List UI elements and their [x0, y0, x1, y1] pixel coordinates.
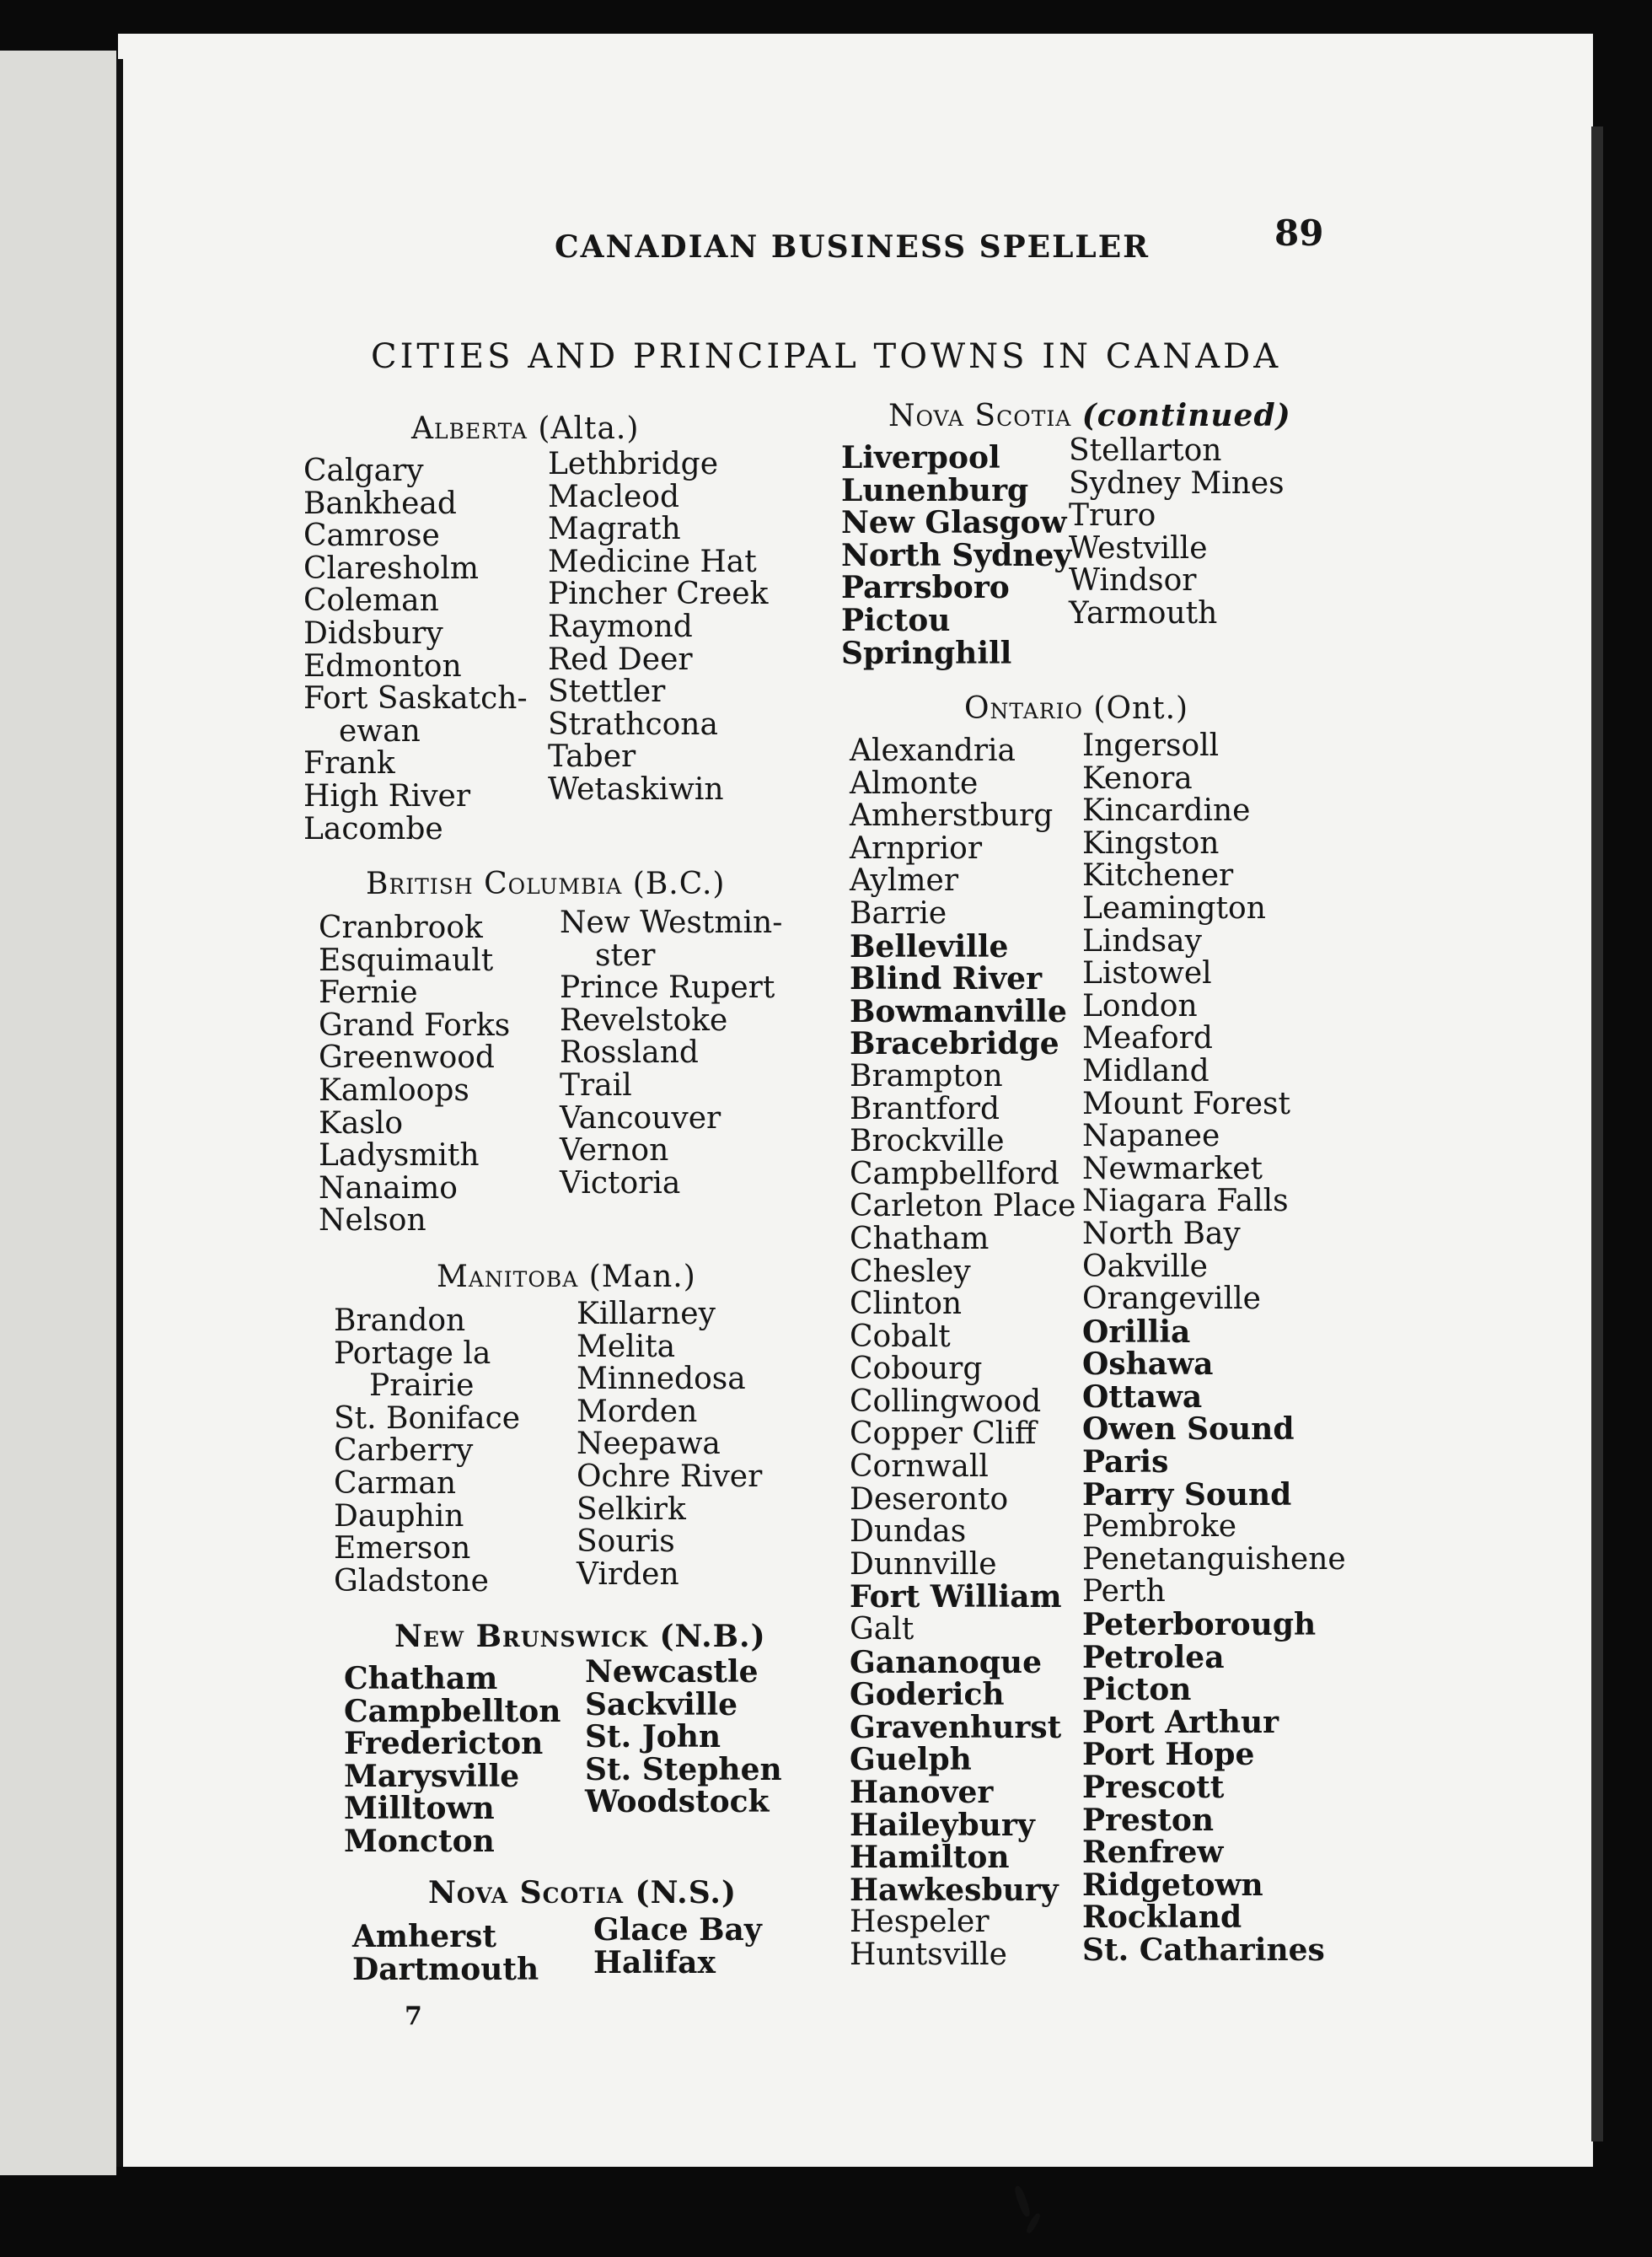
town-name: Hanover — [850, 1775, 994, 1810]
town-name: Pictou — [841, 602, 951, 638]
town-name: Carman — [334, 1465, 457, 1501]
town-name: Barrie — [850, 895, 947, 931]
section-heading-british-columbia — [366, 867, 725, 901]
town-name: Greenwood — [319, 1040, 495, 1076]
page-right-edge-shadow — [1591, 126, 1603, 2141]
town-name: Rockland — [1082, 1900, 1242, 1936]
town-name: Moncton — [344, 1823, 495, 1859]
town-name: Glace Bay — [593, 1912, 762, 1948]
town-name: Cornwall — [850, 1449, 989, 1485]
province-abbreviation: (Ont.) — [1093, 691, 1189, 726]
town-name: Aylmer — [850, 863, 959, 899]
town-list-nova-scotia-continued-col2 — [1069, 435, 1285, 631]
page-title: CITIES AND PRINCIPAL TOWNS IN CANADA — [371, 337, 1282, 376]
town-name: Chatham — [344, 1661, 498, 1696]
town-name: Dunnville — [850, 1546, 997, 1582]
town-name: Esquimault — [319, 943, 494, 978]
province-abbreviation: (N.S.) — [635, 1875, 737, 1910]
town-name: St. Catharines — [1082, 1932, 1325, 1968]
town-name: Kaslo — [319, 1105, 404, 1141]
town-name: Mount Forest — [1082, 1086, 1290, 1121]
town-name: Cobourg — [850, 1352, 983, 1387]
town-name: Portage la — [334, 1335, 491, 1371]
town-name: Westville — [1069, 530, 1208, 566]
town-name: Marysville — [344, 1758, 520, 1794]
town-name: Souris — [577, 1524, 675, 1560]
town-name: Lacombe — [303, 811, 443, 846]
town-name: Carleton Place — [850, 1189, 1076, 1224]
town-name: Kenora — [1082, 760, 1193, 796]
town-name: Midland — [1082, 1053, 1210, 1088]
town-name: Claresholm — [303, 551, 480, 586]
town-name: Taber — [548, 739, 636, 775]
town-name: Amherst — [352, 1919, 496, 1954]
town-name: Oakville — [1082, 1249, 1208, 1284]
town-list-nova-scotia-col1 — [352, 1921, 539, 1986]
town-name: Prince Rupert — [560, 970, 775, 1006]
town-name: Owen Sound — [1082, 1411, 1295, 1448]
town-name: Peterborough — [1082, 1607, 1317, 1643]
town-name: Raymond — [548, 609, 693, 644]
town-name: Newmarket — [1082, 1151, 1263, 1186]
province-name: Nova Scotia — [428, 1875, 624, 1910]
town-name: Minnedosa — [577, 1362, 746, 1397]
town-name: Cranbrook — [319, 911, 483, 945]
town-name: Oshawa — [1082, 1346, 1214, 1383]
town-name: Napanee — [1082, 1119, 1220, 1154]
province-name: Manitoba — [437, 1260, 579, 1294]
town-name: Belleville — [850, 928, 1009, 965]
town-name: Sydney Mines — [1069, 465, 1285, 501]
town-name: Deseronto — [850, 1481, 1009, 1517]
town-name: Bracebridge — [850, 1026, 1059, 1062]
page-number: 89 — [1274, 212, 1324, 254]
signature-mark: 7 — [405, 2002, 422, 2031]
town-name: Killarney — [577, 1297, 716, 1331]
town-name: Lindsay — [1082, 923, 1202, 959]
town-name: Alexandria — [850, 734, 1016, 768]
town-name: Collingwood — [850, 1384, 1042, 1419]
town-name: North Sydney — [841, 537, 1072, 573]
continued-label: (continued) — [1081, 398, 1291, 433]
town-name: Melita — [577, 1329, 676, 1364]
town-name: Newcastle — [585, 1654, 759, 1690]
town-name: Camrose — [303, 519, 440, 554]
town-name: Prescott — [1082, 1770, 1225, 1805]
town-name: Magrath — [548, 512, 681, 547]
town-name: Victoria — [560, 1165, 681, 1201]
town-name: Goderich — [850, 1677, 1005, 1713]
town-name: Truro — [1069, 498, 1156, 534]
town-name: Guelph — [850, 1742, 972, 1778]
town-name: Dundas — [850, 1514, 967, 1550]
town-list-alberta-col1 — [303, 455, 528, 846]
town-name: Port Arthur — [1082, 1704, 1279, 1740]
town-name: Haileybury — [850, 1807, 1035, 1843]
town-name: ewan — [339, 713, 421, 749]
town-name: Ottawa — [1082, 1378, 1203, 1415]
town-name: Dauphin — [334, 1498, 464, 1534]
town-name: Hespeler — [850, 1905, 990, 1940]
town-name: Brockville — [850, 1124, 1005, 1159]
town-name: Fort Saskatch- — [303, 681, 528, 717]
town-name: Copper Cliff — [850, 1416, 1037, 1452]
town-name: Edmonton — [303, 648, 462, 684]
town-name: Pembroke — [1082, 1509, 1237, 1545]
town-name: Frank — [303, 746, 395, 782]
town-name: Neepawa — [577, 1427, 721, 1462]
section-heading-new-brunswick — [394, 1619, 766, 1654]
town-name: Gananoque — [850, 1644, 1043, 1680]
town-name: Campbellton — [344, 1693, 561, 1729]
town-name: Strathcona — [548, 707, 718, 742]
town-name: Listowel — [1082, 956, 1212, 991]
town-name: Lunenburg — [841, 472, 1029, 508]
town-name: Nanaimo — [319, 1170, 458, 1206]
town-name: Calgary — [303, 454, 424, 488]
town-name: Fort William — [850, 1579, 1062, 1615]
town-list-manitoba-col1 — [334, 1305, 520, 1598]
town-name: Galt — [850, 1612, 914, 1647]
town-name: Almonte — [850, 766, 979, 801]
town-list-new-brunswick-col1 — [344, 1663, 560, 1858]
town-name: Petrolea — [1082, 1639, 1225, 1675]
town-name: High River — [303, 778, 471, 814]
town-name: Hawkesbury — [850, 1872, 1059, 1908]
town-name: ster — [595, 938, 656, 973]
town-name: Hamilton — [850, 1840, 1010, 1876]
section-heading-alberta — [411, 411, 639, 446]
province-name: New Brunswick — [394, 1619, 648, 1654]
town-list-ontario-col1 — [850, 735, 1075, 1972]
province-abbreviation: (Alta.) — [538, 411, 640, 446]
town-name: Halifax — [593, 1944, 716, 1980]
town-name: Penetanguishene — [1082, 1541, 1346, 1577]
town-name: Ladysmith — [319, 1138, 480, 1174]
running-head: CANADIAN BUSINESS SPELLER — [555, 229, 1150, 265]
town-name: Picton — [1082, 1672, 1192, 1708]
province-abbreviation: (B.C.) — [632, 867, 726, 901]
town-name: Brampton — [850, 1058, 1003, 1094]
town-name: St. Stephen — [585, 1751, 782, 1787]
town-name: Revelstoke — [560, 1002, 728, 1038]
town-name: St. Boniface — [334, 1400, 521, 1436]
section-heading-nova-scotia — [428, 1875, 737, 1910]
town-name: Springhill — [841, 635, 1012, 671]
town-name: Campbellford — [850, 1156, 1059, 1191]
town-name: Selkirk — [577, 1491, 686, 1527]
town-name: Clinton — [850, 1287, 963, 1322]
town-list-nova-scotia-continued-col1 — [841, 442, 1071, 669]
town-name: Huntsville — [850, 1937, 1007, 1972]
town-name: Virden — [577, 1556, 679, 1592]
town-name: Parry Sound — [1082, 1476, 1292, 1513]
town-name: Brandon — [334, 1303, 466, 1338]
town-name: Ingersoll — [1082, 728, 1220, 763]
town-name: Wetaskiwin — [548, 771, 724, 807]
town-name: Stettler — [548, 674, 666, 710]
town-name: Milltown — [344, 1791, 495, 1827]
town-name: Brantford — [850, 1091, 1000, 1126]
town-name: Kincardine — [1082, 793, 1251, 829]
town-name: Orillia — [1082, 1314, 1191, 1350]
province-name: Nova Scotia — [888, 399, 1072, 433]
town-list-british-columbia-col2 — [560, 907, 782, 1200]
section-heading-ontario — [964, 691, 1188, 726]
town-name: Pincher Creek — [548, 577, 769, 612]
town-name: Didsbury — [303, 615, 443, 651]
town-name: Coleman — [303, 583, 439, 619]
town-list-manitoba-col2 — [577, 1298, 762, 1591]
town-name: Renfrew — [1082, 1835, 1224, 1871]
town-name: Port Hope — [1082, 1737, 1255, 1773]
town-name: Fredericton — [344, 1726, 544, 1762]
town-name: Yarmouth — [1069, 595, 1218, 631]
town-name: Carberry — [334, 1433, 474, 1469]
town-name: Parrsboro — [841, 570, 1010, 606]
town-name: Bowmanville — [850, 993, 1067, 1029]
town-name: Rossland — [560, 1035, 699, 1071]
scan-artifact-mark — [1013, 2184, 1032, 2217]
town-name: Chesley — [850, 1254, 971, 1289]
town-name: London — [1082, 988, 1198, 1024]
town-list-new-brunswick-col2 — [585, 1656, 782, 1819]
town-name: Kamloops — [319, 1072, 469, 1108]
town-name: Perth — [1082, 1574, 1166, 1609]
town-name: Orangeville — [1082, 1282, 1261, 1317]
town-name: Chatham — [850, 1221, 990, 1256]
town-name: Macleod — [548, 479, 680, 514]
province-abbreviation: (N.B.) — [659, 1619, 766, 1654]
province-abbreviation: (Man.) — [588, 1260, 696, 1294]
town-name: Windsor — [1069, 563, 1197, 599]
town-name: Lethbridge — [548, 447, 719, 481]
town-name: Vancouver — [560, 1100, 721, 1136]
town-name: Vernon — [560, 1133, 669, 1169]
province-name: Alberta — [411, 411, 528, 446]
town-name: Dartmouth — [352, 1951, 539, 1987]
town-name: Morden — [577, 1394, 698, 1429]
province-name: Ontario — [964, 691, 1083, 726]
town-name: Paris — [1082, 1444, 1169, 1480]
town-name: Prairie — [369, 1368, 475, 1404]
town-list-ontario-col2 — [1082, 730, 1346, 1967]
town-name: Amherstburg — [850, 798, 1054, 834]
town-name: Woodstock — [585, 1784, 770, 1820]
town-name: Arnprior — [850, 830, 983, 866]
book-gutter — [116, 59, 123, 2167]
town-name: Trail — [560, 1067, 632, 1103]
town-name: New Glasgow — [841, 505, 1067, 541]
town-name: Medicine Hat — [548, 544, 757, 579]
town-name: Emerson — [334, 1531, 471, 1566]
town-name: Nelson — [319, 1203, 426, 1239]
town-list-nova-scotia-col2 — [593, 1914, 762, 1979]
town-name: North Bay — [1082, 1216, 1241, 1251]
town-name: Leamington — [1082, 890, 1266, 926]
town-name: Ochre River — [577, 1459, 763, 1494]
town-name: Kitchener — [1082, 858, 1234, 894]
town-name: Bankhead — [303, 486, 457, 521]
town-name: Preston — [1082, 1802, 1215, 1838]
facing-page-edge — [0, 51, 116, 2175]
town-list-alberta-col2 — [548, 449, 768, 807]
town-name: Stellarton — [1069, 433, 1222, 468]
town-name: Grand Forks — [319, 1008, 511, 1043]
town-name: Sackville — [585, 1686, 738, 1722]
town-name: Kingston — [1082, 825, 1220, 861]
town-name: Liverpool — [841, 440, 1000, 476]
town-name: Ridgetown — [1082, 1867, 1263, 1903]
town-name: Blind River — [850, 961, 1043, 997]
town-name: New Westmin- — [560, 905, 783, 940]
town-name: Niagara Falls — [1082, 1184, 1289, 1219]
province-name: British Columbia — [366, 867, 623, 901]
town-name: Gladstone — [334, 1563, 489, 1599]
town-name: Gravenhurst — [850, 1709, 1062, 1745]
section-heading-nova-scotia-continued — [888, 398, 1291, 433]
town-list-british-columbia-col1 — [319, 912, 510, 1238]
section-heading-manitoba — [437, 1260, 696, 1294]
town-name: Fernie — [319, 975, 418, 1011]
town-name: St. John — [585, 1719, 721, 1755]
town-name: Red Deer — [548, 642, 693, 677]
town-name: Meaford — [1082, 1021, 1213, 1056]
town-name: Cobalt — [850, 1319, 951, 1354]
